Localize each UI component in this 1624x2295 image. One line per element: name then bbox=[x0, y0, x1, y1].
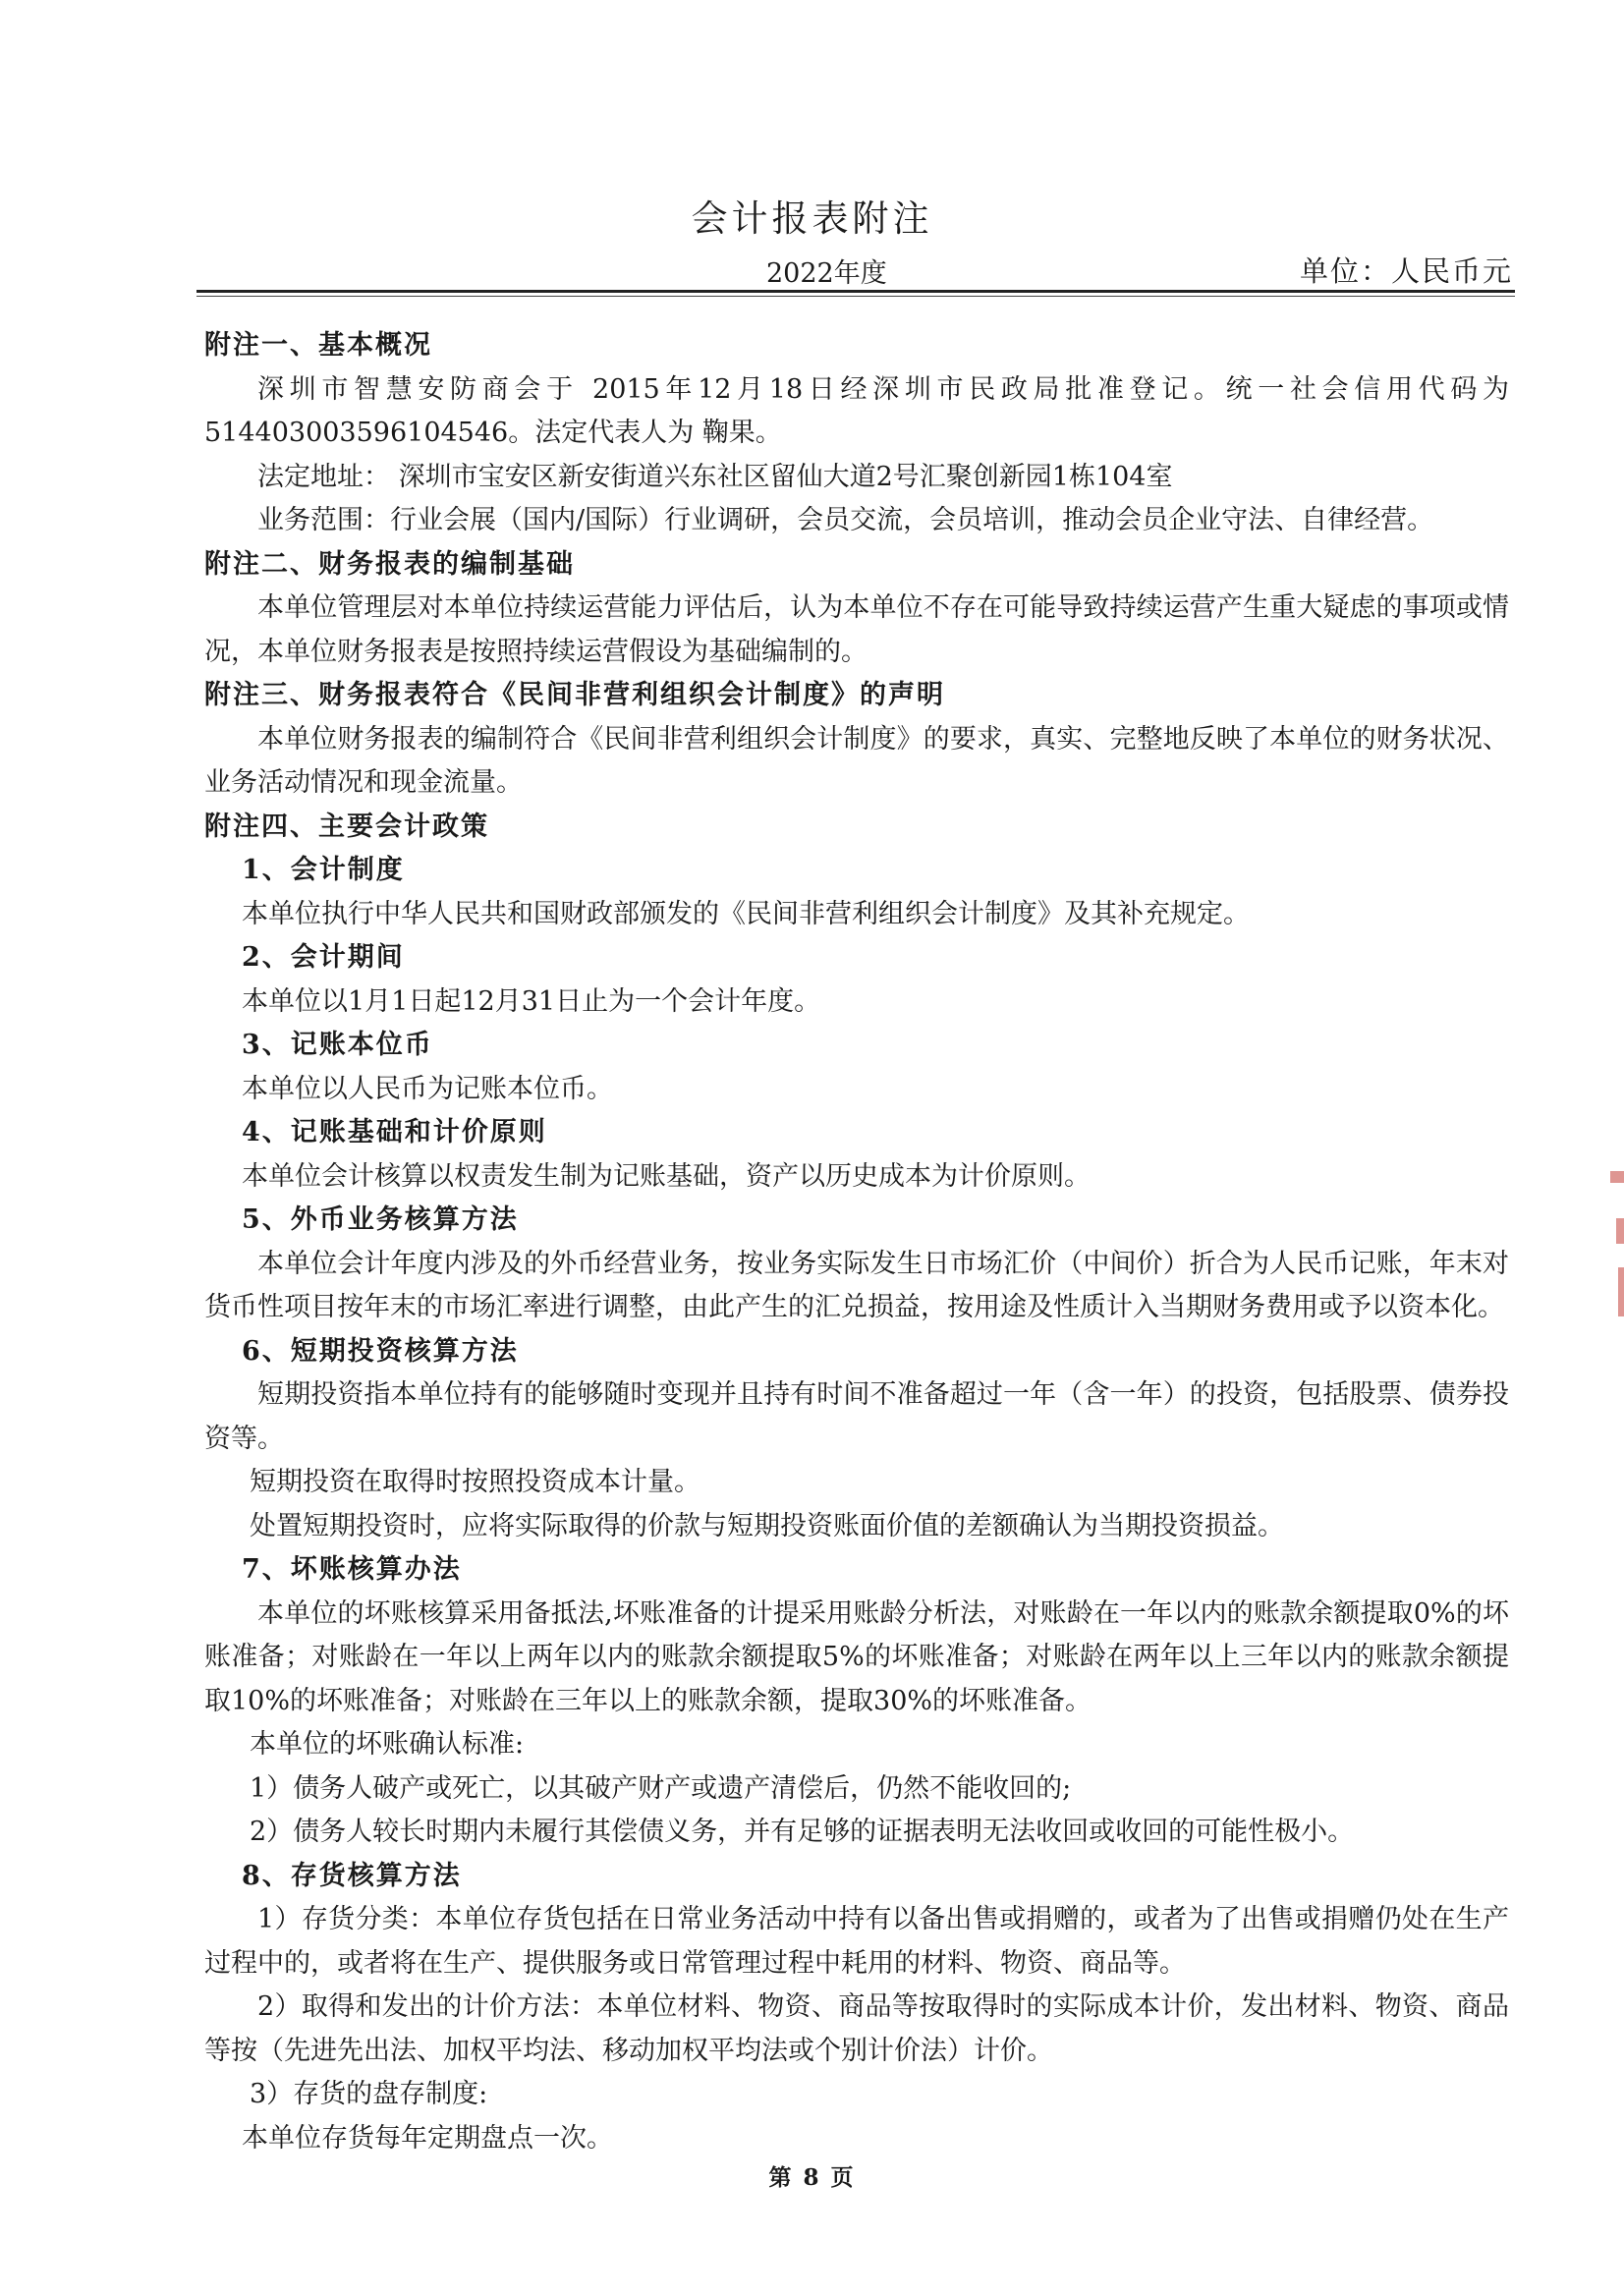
paragraph: 2）债务人较长时期内未履行其偿债义务，并有足够的证据表明无法收回或收回的可能性极小。 bbox=[250, 1817, 1355, 1847]
paragraph: 处置短期投资时，应将实际取得的价款与短期投资账面价值的差额确认为当期投资损益。 bbox=[250, 1510, 1284, 1541]
edge-mark bbox=[1610, 1171, 1624, 1183]
paragraph: 本单位会计核算以权责发生制为记账基础，资产以历史成本为计价原则。 bbox=[242, 1160, 1091, 1192]
paragraph: 短期投资指本单位持有的能够随时变现并且持有时间不准备超过一年（含一年）的投资，包括股票、债券投资等。 bbox=[204, 1379, 1509, 1454]
paragraph: 本单位存货每年定期盘点一次。 bbox=[242, 2122, 613, 2154]
page-number: 第 8 页 bbox=[768, 2164, 856, 2191]
paragraph: 短期投资在取得时按照投资成本计量。 bbox=[250, 1467, 700, 1497]
section-heading: 附注一、基本概况 bbox=[204, 330, 432, 361]
paragraph: 本单位会计年度内涉及的外币经营业务，按业务实际发生日市场汇价（中间价）折合为人民币记账，年末对货币性项目按年末的市场汇率进行调整，由此产生的汇兑损益，按用途及性质计入当期财务费用或予以资本化。 bbox=[204, 1248, 1509, 1322]
paragraph: 深圳市智慧安防商会于 2015年12月18日经深圳市民政局批准登记。统一社会信用代码为514403003596104546。法定代表人为 鞠果。 bbox=[204, 373, 1509, 448]
paragraph: 3）存货的盘存制度: bbox=[250, 2079, 488, 2109]
page-title: 会计报表附注 bbox=[691, 197, 933, 240]
section-heading: 附注三、财务报表符合《民间非营利组织会计制度》的声明 bbox=[204, 680, 945, 710]
edge-mark bbox=[1618, 1267, 1624, 1316]
section-heading: 附注二、财务报表的编制基础 bbox=[204, 548, 575, 580]
header-rule bbox=[196, 290, 1515, 293]
section-heading: 8、存货核算方法 bbox=[242, 1860, 462, 1891]
paragraph: 本单位的坏账确认标准: bbox=[250, 1729, 525, 1760]
section-heading: 4、记账基础和计价原则 bbox=[242, 1117, 547, 1148]
paragraph: 本单位管理层对本单位持续运营能力评估后，认为本单位不存在可能导致持续运营产生重大疑虑的事项或情况，本单位财务报表是按照持续运营假设为基础编制的。 bbox=[204, 592, 1509, 667]
paragraph: 业务范围：行业会展（国内/国际）行业调研，会员交流，会员培训，推动会员企业守法、自律经营。 bbox=[257, 505, 1434, 535]
notes-body bbox=[204, 324, 1509, 2160]
header-rule-thin bbox=[196, 296, 1515, 297]
report-year: 2022年度 bbox=[766, 258, 887, 289]
section-heading: 5、外币业务核算方法 bbox=[242, 1204, 519, 1235]
paragraph: 2）取得和发出的计价方法：本单位材料、物资、商品等按取得时的实际成本计价，发出材料、物资、商品等按（先进先出法、加权平均法、移动加权平均法或个别计价法）计价。 bbox=[204, 1991, 1509, 2066]
paragraph: 1）存货分类：本单位存货包括在日常业务活动中持有以备出售或捐赠的，或者为了出售或捐赠仍处在生产过程中的，或者将在生产、提供服务或日常管理过程中耗用的材料、物资、商品等。 bbox=[204, 1904, 1509, 1979]
section-heading: 7、坏账核算办法 bbox=[242, 1554, 462, 1585]
paragraph: 本单位的坏账核算采用备抵法,坏账准备的计提采用账龄分析法，对账龄在一年以内的账款余额提取0%的坏账准备；对账龄在一年以上两年以内的账款余额提取5%的坏账准备；对账龄在两年以上三年以内的账款余额提取10%的坏账准备；对账龄在三年以上的账款余额，提取30%的坏账准备。 bbox=[204, 1597, 1509, 1716]
paragraph: 1）债务人破产或死亡，以其破产财产或遗产清偿后，仍然不能收回的; bbox=[250, 1772, 1072, 1804]
paragraph: 本单位执行中华人民共和国财政部颁发的《民间非营利组织会计制度》及其补充规定。 bbox=[242, 898, 1250, 929]
section-heading: 6、短期投资核算方法 bbox=[242, 1335, 519, 1367]
paragraph: 本单位以人民币为记账本位币。 bbox=[242, 1073, 613, 1104]
paragraph: 本单位以1月1日起12月31日止为一个会计年度。 bbox=[242, 985, 821, 1017]
currency-unit: 单位：人民币元 bbox=[1299, 254, 1513, 288]
section-heading: 1、会计制度 bbox=[242, 855, 405, 885]
paragraph: 法定地址： 深圳市宝安区新安街道兴东社区留仙大道2号汇聚创新园1栋104室 bbox=[257, 461, 1173, 492]
edge-mark bbox=[1616, 1218, 1624, 1244]
paragraph: 本单位财务报表的编制符合《民间非营利组织会计制度》的要求，真实、完整地反映了本单位的财务状况、业务活动情况和现金流量。 bbox=[204, 723, 1509, 798]
section-heading: 附注四、主要会计政策 bbox=[204, 811, 489, 842]
section-heading: 3、记账本位币 bbox=[242, 1030, 433, 1060]
section-heading: 2、会计期间 bbox=[242, 942, 405, 973]
